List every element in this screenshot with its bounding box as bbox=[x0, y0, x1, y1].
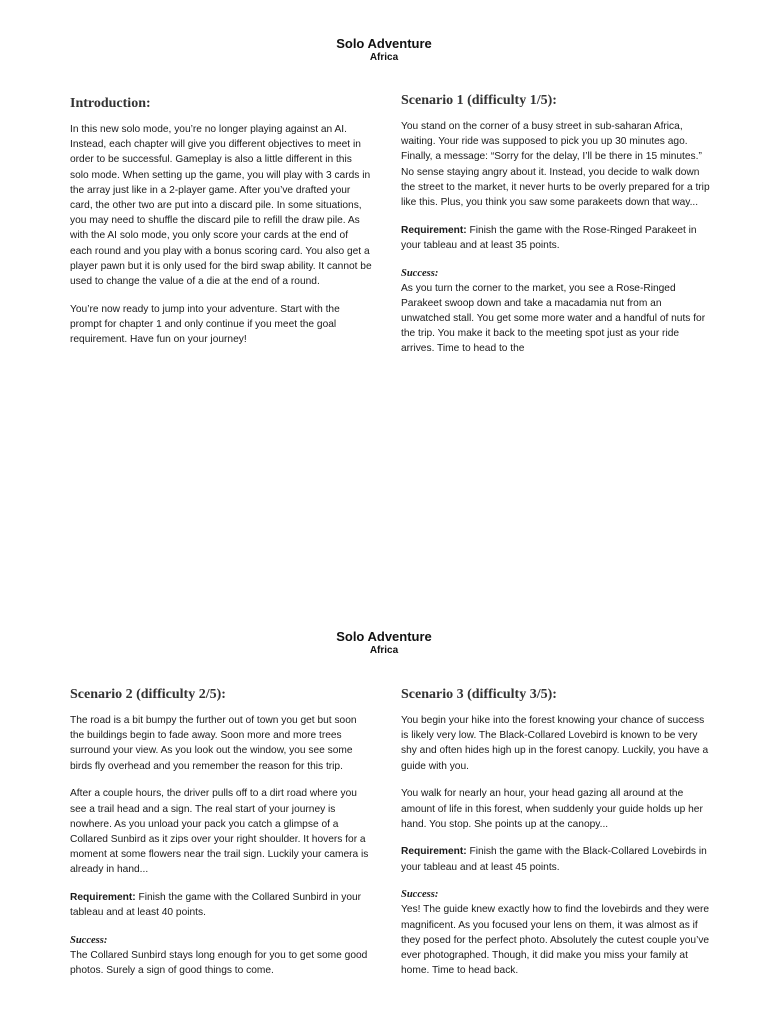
requirement-label: Requirement: bbox=[70, 892, 136, 904]
requirement-paragraph bbox=[401, 844, 711, 874]
body-paragraph: No sense staying angry about it. Instead, you decide to walk down the street to the market, it never hurts to be overly prepared for a trip like this. Plus, you think you saw some parakeets down that way... bbox=[401, 166, 710, 209]
requirement-text: Finish the game with the Rose-Ringed Parakeet in your tableau and at least 35 points. bbox=[401, 224, 697, 251]
requirement-text: Finish the game with the Collared Sunbird in your tableau and at least 40 points. bbox=[70, 892, 362, 919]
scenario-1-section bbox=[401, 92, 711, 369]
body-paragraph: In this new solo mode, you’re no longer playing against an AI. Instead, each chapter will give you different objectives to meet in order to be successful. Gameplay is also a little different in this solo mode. When setting up the game, you will play with 3 cards in the array just like in a 2-player game. After you’ve drafted your card, the other two are put into a discard pile. In some situations, you may need to shuffle the discard pile to refill the draw pile. As with the AI solo mode, you only score your cards at the end of each round and you play with a bonus scoring card. You also get a player pawn but it is only used for the bird swap ability. It cannot be used to change the value of a die at the end of a round. bbox=[70, 124, 372, 288]
page-title: Solo Adventure bbox=[336, 36, 432, 51]
success-label: Success: bbox=[401, 889, 439, 901]
success-paragraph bbox=[401, 887, 711, 978]
success-paragraph bbox=[70, 933, 372, 978]
success-paragraph bbox=[401, 266, 711, 357]
page-title: Solo Adventure bbox=[336, 629, 432, 644]
body-paragraph: You walk for nearly an hour, your head gazing all around at the amount of life in this forest, when suddenly your guide holds up her hand. You stop. She points up at the canopy... bbox=[401, 788, 703, 830]
document-page-2 bbox=[0, 594, 768, 1024]
scenario-3-section bbox=[401, 686, 711, 991]
requirement-label: Requirement: bbox=[401, 224, 467, 236]
section-heading: Scenario 1 (difficulty 1/5): bbox=[401, 93, 557, 108]
success-text: As you turn the corner to the market, you see a Rose-Ringed Parakeet swoop down and take a macadamia nut from an unwatched stall. You get some more water and a handful of nuts for the trip. You make it back to the meeting spot just as your ride arrives. Time to head to the bbox=[401, 282, 706, 355]
page-subtitle: Africa bbox=[369, 645, 399, 656]
requirement-text: Finish the game with the Black-Collared Lovebirds in your tableau and at least 45 points. bbox=[401, 846, 707, 873]
requirement-paragraph bbox=[70, 890, 372, 920]
requirement-label: Requirement: bbox=[401, 846, 467, 858]
section-heading: Scenario 2 (difficulty 2/5): bbox=[70, 687, 226, 702]
body-paragraph: The road is a bit bumpy the further out of town you get but soon the buildings begin to fade away. Soon more and more trees surround your view. As you look out the window, you see some birds fly overhead and you remember the reason for this trip. bbox=[70, 715, 357, 772]
section-heading: Scenario 3 (difficulty 3/5): bbox=[401, 687, 557, 702]
body-paragraph: After a couple hours, the driver pulls off to a dirt road where you see a trail head and a sign. The real start of your journey is nowhere. As you unload your pack you catch a glimpse of a Collared Sunbird as it zips over your right shoulder. It hovers for a moment at some flowers near the trail sign. Luckily your camera is already in hand... bbox=[70, 788, 369, 876]
success-label: Success: bbox=[401, 267, 439, 279]
introduction-section bbox=[70, 95, 372, 360]
body-paragraph: You begin your hike into the forest knowing your chance of success is likely very low. The Black-Collared Lovebird is known to be very shy and often hides high up in the forest canopy. Luckily, you have a guide with you. bbox=[401, 715, 709, 772]
success-text: The Collared Sunbird stays long enough for you to get some good photos. Surely a sign of good things to come. bbox=[70, 949, 368, 977]
scenario-2-section bbox=[70, 686, 372, 991]
page-subtitle: Africa bbox=[369, 52, 399, 63]
success-text: Yes! The guide knew exactly how to find the lovebirds and they were magnificent. As you focused your lens on them, it was almost as if they posed for the perfect photo. Absolutely the cutest couple you’ve ever photographed. Though, it did make you miss your family at home. Time to head back. bbox=[401, 904, 710, 977]
success-label: Success: bbox=[70, 934, 108, 946]
body-paragraph: You stand on the corner of a busy street in sub-saharan Africa, waiting. Your ride was supposed to pick you up 30 minutes ago. Finally, a message: “Sorry for the delay, I’ll be there in 15 minutes.” bbox=[401, 121, 702, 163]
requirement-paragraph bbox=[401, 223, 711, 253]
body-paragraph: You’re now ready to jump into your adventure. Start with the prompt for chapter 1 and only continue if you meet the goal requirement. Have fun on your journey! bbox=[70, 303, 340, 346]
section-heading: Introduction: bbox=[70, 96, 151, 111]
